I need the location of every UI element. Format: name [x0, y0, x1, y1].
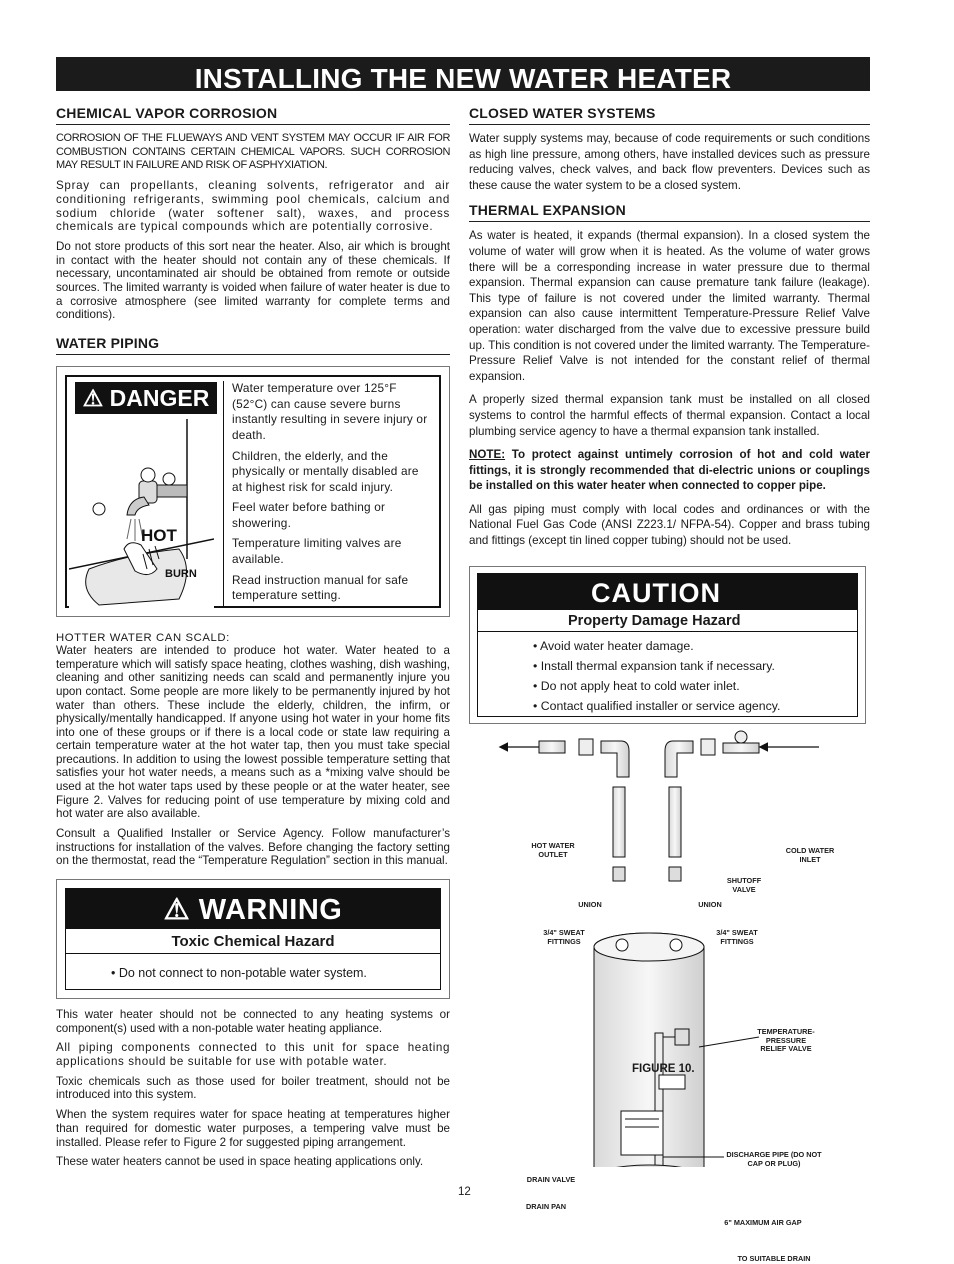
label-sweat-left: 3/4" SWEAT FITTINGS	[543, 928, 585, 946]
warning-header-text: WARNING	[198, 893, 343, 926]
danger-tag-text: DANGER	[109, 385, 210, 412]
danger-line-5: Read instruction manual for safe temperature setting.	[232, 572, 409, 603]
caution-subtitle: Property Damage Hazard	[478, 610, 857, 632]
label-drain-pan: DRAIN PAN	[526, 1202, 566, 1211]
thermal-paragraph-1: As water is heated, it expands (thermal expansion). In a closed system the volume of water will grow when it is heated. As the volume of water grows there will be a corresponding increase in water pressure due to thermal expansion. Thermal expansion can cause premature tank failure (leakage). This type of failure is not covered under the limited warranty. Thermal expansion can also cause intermittent Temperature-Pressure Relief Valve operation: water discharged from the valve due to excessive pressure build up. This condition is not covered under the limited warranty. The Temperature-Pressure Relief Valve is not intended for the constant relief of thermal expansion.	[469, 229, 870, 383]
faucet-hand-icon	[69, 419, 214, 609]
warning-bullet: • Do not connect to non-potable water system.	[111, 965, 367, 980]
note-paragraph	[469, 447, 870, 494]
chemical-warning-caps: CORROSION OF THE FLUEWAYS AND VENT SYSTEM MAY OCCUR IF AIR FOR COMBUSTION CONTAINS CERTAIN CHEMICAL VAPORS. SUCH CORROSION MAY RESULT IN FAILURE AND RISK OF ASPHYXIATION.	[56, 132, 450, 172]
water-heater-diagram	[469, 727, 870, 1167]
label-union-right: UNION	[698, 900, 722, 909]
chemical-heading: CHEMICAL VAPOR CORROSION	[56, 105, 450, 125]
burn-label: BURN	[165, 568, 197, 581]
warning-header	[66, 889, 440, 929]
label-to-suitable-drain: TO SUITABLE DRAIN	[737, 1254, 811, 1263]
warning-subtitle: Toxic Chemical Hazard	[66, 929, 440, 954]
closed-systems-heading: CLOSED WATER SYSTEMS	[469, 105, 870, 125]
note-text: To protect against untimely corrosion of hot and cold water fittings, it is strongly recommended that di-electric unions or couplings be installed on this water heater when connected to copper pipe.	[469, 448, 870, 493]
label-drain-valve: DRAIN VALVE	[526, 1175, 576, 1184]
label-hot-water-outlet: HOT WATER OUTLET	[531, 841, 575, 859]
caution-list	[478, 632, 857, 716]
danger-line-2: Children, the elderly, and the physically or mentally disabled are at highest risk for scald injury.	[232, 448, 419, 494]
figure-10	[469, 727, 870, 1263]
danger-line-3: Feel water before bathing or showering.	[232, 500, 386, 530]
label-shutoff-valve: SHUTOFF VALVE	[726, 876, 762, 894]
space-heating-paragraph: These water heaters cannot be used in space heating applications only.	[56, 1155, 424, 1169]
warning-frame	[65, 888, 441, 990]
danger-text	[223, 381, 431, 606]
danger-line-4: Temperature limiting valves are available.	[232, 536, 402, 567]
label-union-left: UNION	[578, 900, 602, 909]
figure-caption: FIGURE 10.	[632, 1063, 695, 1075]
label-sweat-right: 3/4" SWEAT FITTINGS	[716, 928, 758, 946]
scald-title: HOTTER WATER CAN SCALD:	[56, 632, 230, 645]
hot-label: HOT	[141, 526, 177, 546]
danger-frame	[65, 375, 441, 608]
tempering-paragraph: When the system requires water for space heating at temperatures higher than required for domestic water purposes, a tempering valve must be installed. Please refer to Figure 2 for suggested piping arrangement.	[56, 1108, 450, 1149]
components-paragraph: All piping components connected to this unit for space heating applications should be suitable for use with potable water.	[56, 1041, 450, 1069]
scald-paragraph: Water heaters are intended to produce hot water. Water heated to a temperature which will satisfy space heating, clothes washing, dish washing, cleaning and other sanitizing needs can scald and permanently injure you upon contact. Some people are more likely to be permanently injured by hot water than others. These include the elderly, children, the infirm, or physically/mentally handicapped. If anyone using hot water in your home fits into one of these groups or if there is a local code or state law requiring a certain temperature water at the hot water tap, then you must take special precautions. In addition to using the lowest possible temperature setting that satisfies your hot water needs, a means such as a *mixing valve should be used at the hot water taps used by these people or at the water heater, see Figure 2. Valves for reducing point of use temperature by mixing cold and hot water are also available.	[56, 644, 450, 821]
alert-triangle-icon: ⚠	[163, 893, 191, 926]
water-piping-heading: WATER PIPING	[56, 335, 450, 355]
danger-label	[56, 366, 450, 617]
caution-item-4: • Contact qualified installer or service agency.	[533, 699, 781, 713]
chemical-paragraph-1: Spray can propellants, cleaning solvents, refrigerator and air conditioning refrigerants, swimming pool chemicals, calcium and sodium chloride (water softener salt), waxes, and process chemicals are typical compounds which are potentially corrosive.	[56, 179, 450, 234]
alert-triangle-icon: ⚠	[82, 385, 104, 412]
label-discharge-pipe: DISCHARGE PIPE (DO NOT CAP OR PLUG)	[726, 1150, 822, 1168]
consult-paragraph: Consult a Qualified Installer or Service Agency. Follow manufacturer’s instructions for installation of the valves. Before changing the factory setting on the thermostat, read the “Temperature Regulation” section in this manual.	[56, 826, 450, 868]
page-banner: INSTALLING THE NEW WATER HEATER	[56, 57, 870, 91]
toxic-paragraph: Toxic chemicals such as those used for boiler treatment, should not be introduced into this system.	[56, 1074, 450, 1102]
thermal-expansion-heading: THERMAL EXPANSION	[469, 202, 870, 222]
note-label: NOTE:	[469, 448, 506, 462]
warning-label	[56, 879, 450, 999]
left-column	[56, 105, 450, 1169]
caution-item-1: • Avoid water heater damage.	[533, 639, 694, 653]
page-number: 12	[458, 1186, 471, 1198]
label-tp-relief-valve: TEMPERATURE-PRESSURE RELIEF VALVE	[757, 1027, 815, 1053]
caution-header: CAUTION	[478, 574, 857, 610]
caution-label	[469, 566, 866, 724]
danger-tag	[75, 382, 217, 414]
chemical-paragraph-2: Do not store products of this sort near the heater. Also, air which is brought in contact with the heater should not contain any of these chemicals. If necessary, uncontaminated air should be obtained from remote or outside sources. The limited warranty is voided when failure of water heater is due to a corrosive atmosphere (see limited warranty for complete terms and conditions).	[56, 239, 450, 322]
thermal-paragraph-2: A properly sized thermal expansion tank must be installed on all closed systems to control the harmful effects of thermal expansion. Contact a local plumbing service agency to have a thermal expansion tank installed.	[469, 393, 870, 438]
label-air-gap: 6" MAXIMUM AIR GAP	[724, 1218, 802, 1227]
caution-item-2: • Install thermal expansion tank if necessary.	[533, 659, 775, 673]
caution-item-3: • Do not apply heat to cold water inlet.	[533, 679, 740, 693]
label-cold-water-inlet: COLD WATER INLET	[785, 846, 835, 864]
danger-line-1: Water temperature over 125°F (52°C) can cause severe burns instantly resulting in severe injury or death.	[232, 381, 428, 442]
closed-systems-paragraph: Water supply systems may, because of code requirements or such conditions as high line pressure, among others, have installed devices such as pressure reducing valves, check valves, and back flow preventers. Devices such as these cause the water system to be a closed system.	[469, 132, 870, 192]
gas-piping-paragraph: All gas piping must comply with local codes and ordinances or with the National Fuel Gas Code (ANSI Z223.1/ NFPA-54). Copper and brass tubing and fittings (except tin lined copper tubing) should not be used.	[469, 502, 870, 548]
caution-frame	[477, 573, 858, 717]
connect-paragraph: This water heater should not be connected to any heating systems or component(s) used with a non-potable water heating appliance.	[56, 1007, 450, 1035]
